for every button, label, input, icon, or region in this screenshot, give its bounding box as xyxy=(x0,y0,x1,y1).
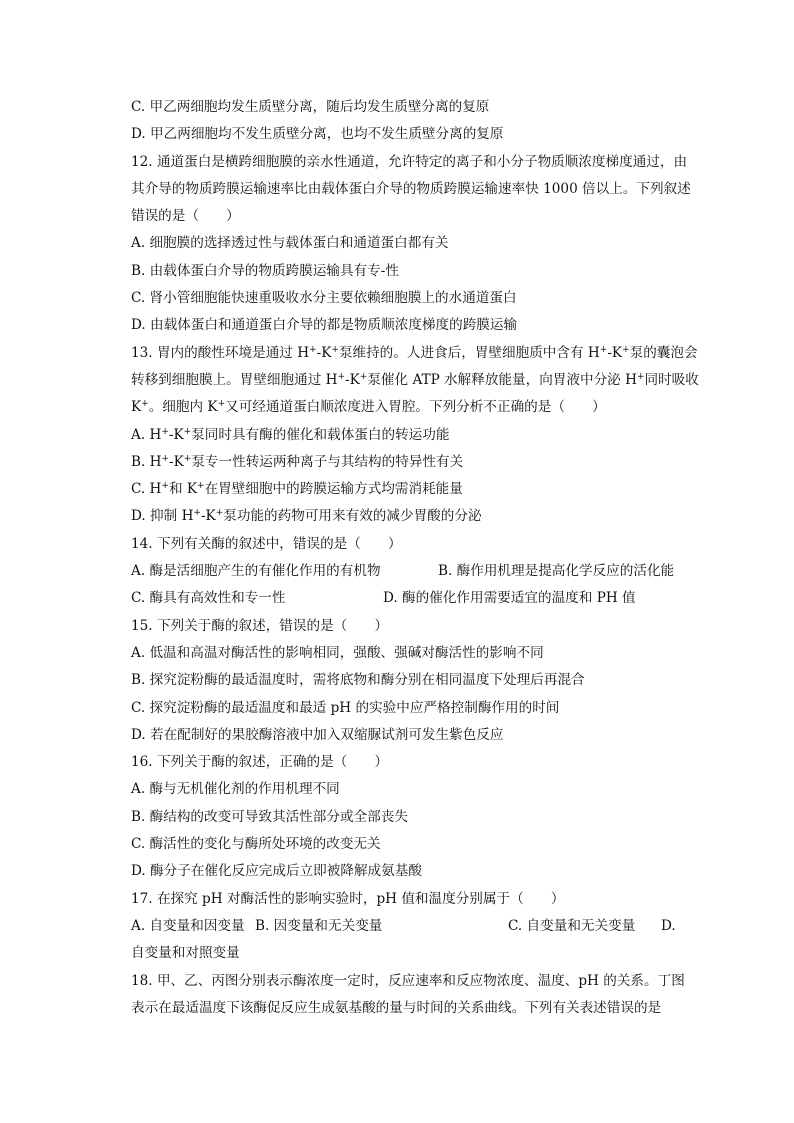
q14-options-row1 xyxy=(131,558,691,585)
q15-stem: 15. 下列关于酶的叙述，错误的是（ ） xyxy=(131,617,389,634)
q18-stem-line1: 18. 甲、乙、丙图分别表示酶浓度一定时，反应速率和反应物浓度、温度、pH 的关系。丁图 xyxy=(131,972,685,989)
q12-stem-line2: 其介导的物质跨膜运输速率比由载体蛋白介导的物质跨膜运输速率快 1000 倍以上。下列叙述 xyxy=(131,180,691,197)
q13-option-a: A. H+-K+泵同时具有酶的催化和载体蛋白的转运功能 xyxy=(131,426,450,443)
q15-option-b: B. 探究淀粉酶的最适温度时，需将底物和酶分别在相同温度下处理后再混合 xyxy=(131,672,585,689)
q15-option-c: C. 探究淀粉酶的最适温度和最适 pH 的实验中应严格控制酶作用的时间 xyxy=(131,699,560,716)
q17-options-row xyxy=(131,913,691,940)
q13-option-d: D. 抑制 H+-K+泵功能的药物可用来有效的减少胃酸的分泌 xyxy=(131,508,482,525)
q11-option-d: D. 甲乙两细胞均不发生质壁分离，也均不发生质壁分离的复原 xyxy=(131,126,504,143)
q11-option-c: C. 甲乙两细胞均发生质壁分离，随后均发生质壁分离的复原 xyxy=(131,99,490,115)
q13-option-c: C. H+和 K+在胃壁细胞中的跨膜运输方式均需消耗能量 xyxy=(131,481,463,498)
q15-option-d: D. 若在配制好的果胶酶溶液中加入双缩脲试剂可发生紫色反应 xyxy=(131,726,504,743)
q13-stem-line2: 转移到细胞膜上。胃壁细胞通过 H+-K+泵催化 ATP 水解释放能量，向胃液中分泌 H+同时吸收 xyxy=(131,371,699,388)
q16-option-a: A. 酶与无机催化剂的作用机理不同 xyxy=(131,781,340,798)
q17-option-b: B. 因变量和无关变量 xyxy=(255,917,383,934)
q12-stem-line1: 12. 通道蛋白是横跨细胞膜的亲水性通道，允许特定的离子和小分子物质顺浓度梯度通过，由 xyxy=(131,153,688,170)
q14-option-c: C. 酶具有高效性和专一性 xyxy=(131,590,286,607)
q14-stem: 14. 下列有关酶的叙述中，错误的是（ ） xyxy=(131,535,402,552)
q16-option-c: C. 酶活性的变化与酶所处环境的改变无关 xyxy=(131,836,381,853)
q14-option-b: B. 酶作用机理是提高化学反应的活化能 xyxy=(438,563,675,580)
q16-option-b: B. 酶结构的改变可导致其活性部分或全部丧失 xyxy=(131,808,408,825)
q13-option-b: B. H+-K+泵专一性转运两种离子与其结构的特异性有关 xyxy=(131,453,464,470)
q12-option-b: B. 由载体蛋白介导的物质跨膜运输具有专-性 xyxy=(131,262,399,279)
q13-stem-line1: 13. 胃内的酸性环境是通过 H+-K+泵维持的。人进食后，胃壁细胞质中含有 H+-K+泵的囊泡会 xyxy=(131,344,698,361)
q12-stem-line3: 错误的是（ ） xyxy=(131,208,240,225)
q16-stem: 16. 下列关于酶的叙述，正确的是（ ） xyxy=(131,754,389,771)
q12-option-a: A. 细胞膜的选择透过性与载体蛋白和通道蛋白都有关 xyxy=(131,235,449,252)
q17-option-a: A. 自变量和因变量 xyxy=(131,917,245,934)
q17-option-d-text: 自变量和对照变量 xyxy=(131,945,240,962)
q14-option-a: A. 酶是活细胞产生的有催化作用的有机物 xyxy=(131,563,381,580)
q18-stem-line2: 表示在最适温度下该酶促反应生成氨基酸的量与时间的关系曲线。下列有关表述错误的是 xyxy=(131,999,662,1016)
q17-option-d-label: D. xyxy=(661,917,676,934)
q13-stem-line3: K+。细胞内 K+又可经通道蛋白顺浓度进入胃腔。下列分析不正确的是（ ） xyxy=(131,399,606,416)
q17-option-c: C. 自变量和无关变量 xyxy=(508,917,636,934)
q14-options-row2 xyxy=(131,585,691,612)
exam-text xyxy=(131,94,699,1022)
q12-option-d: D. 由载体蛋白和通道蛋白介导的都是物质顺浓度梯度的跨膜运输 xyxy=(131,317,518,334)
q12-option-c: C. 肾小管细胞能快速重吸收水分主要依赖细胞膜上的水通道蛋白 xyxy=(131,290,517,307)
q16-option-d: D. 酶分子在催化反应完成后立即被降解成氨基酸 xyxy=(131,863,422,880)
q14-option-d: D. 酶的催化作用需要适宜的温度和 PH 值 xyxy=(383,590,636,607)
q15-option-a: A. 低温和高温对酶活性的影响相同，强酸、强碱对酶活性的影响不同 xyxy=(131,644,544,661)
q17-stem: 17. 在探究 pH 对酶活性的影响实验时，pH 值和温度分别属于（ ） xyxy=(131,890,565,907)
